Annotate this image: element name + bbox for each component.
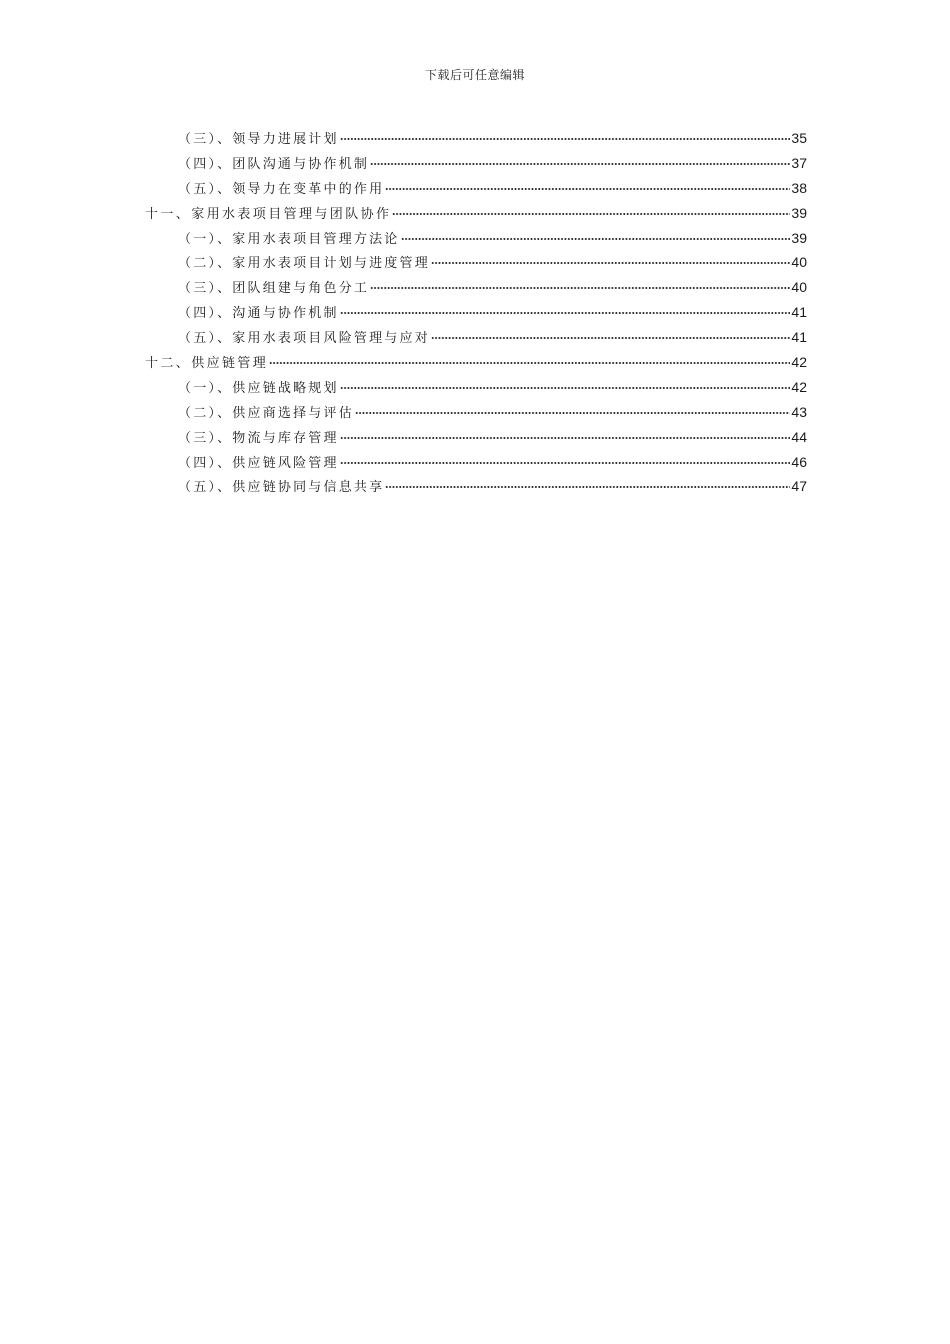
toc-entry-title: （三）、团队组建与角色分工 <box>178 281 370 297</box>
dot-leader <box>340 312 791 314</box>
dot-leader <box>340 387 791 389</box>
toc-entry-title: （二）、供应商选择与评估 <box>178 405 354 421</box>
toc-entry-title: （五）、供应链协同与信息共享 <box>178 480 385 496</box>
dot-leader <box>385 486 790 488</box>
dot-leader <box>431 262 791 264</box>
toc-entry-page: 47 <box>791 478 807 495</box>
toc-entry-title: （一）、供应链战略规划 <box>178 380 339 396</box>
dot-leader <box>340 138 791 140</box>
toc-entry[interactable] <box>145 300 807 325</box>
toc-entry-page: 38 <box>791 179 807 196</box>
toc-entry-page: 39 <box>791 229 807 246</box>
toc-entry-page: 40 <box>791 254 807 271</box>
toc-entry-title: （五）、领导力在变革中的作用 <box>178 181 385 197</box>
dot-leader <box>269 362 790 364</box>
table-of-contents <box>145 126 807 499</box>
toc-entry[interactable] <box>145 151 807 176</box>
toc-entry-page: 42 <box>791 378 807 395</box>
dot-leader <box>370 287 790 289</box>
toc-chapter-entry[interactable] <box>145 201 807 226</box>
dot-leader <box>385 188 790 190</box>
toc-entry-page: 39 <box>791 204 807 221</box>
toc-entry-page: 42 <box>791 354 807 371</box>
page-header: 下载后可任意编辑 <box>424 68 525 82</box>
dot-leader <box>392 213 790 215</box>
toc-entry-title: （五）、家用水表项目风险管理与应对 <box>178 331 430 347</box>
toc-entry-title: （四）、沟通与协作机制 <box>178 306 339 322</box>
toc-entry[interactable] <box>145 126 807 151</box>
dot-leader <box>355 412 791 414</box>
toc-entry-title: （四）、供应链风险管理 <box>178 455 339 471</box>
toc-entry[interactable] <box>145 250 807 275</box>
toc-entry-title: 十一、家用水表项目管理与团队协作 <box>145 206 392 222</box>
toc-entry-page: 46 <box>791 453 807 470</box>
toc-entry-title: （一）、家用水表项目管理方法论 <box>178 231 400 247</box>
toc-entry-title: （二）、家用水表项目计划与进度管理 <box>178 256 430 272</box>
toc-entry-title: 十二、供应链管理 <box>145 356 269 372</box>
toc-entry-page: 35 <box>791 130 807 146</box>
toc-entry[interactable] <box>145 176 807 201</box>
toc-entry-page: 43 <box>791 403 807 420</box>
toc-entry-page: 44 <box>791 428 807 445</box>
toc-entry[interactable] <box>145 474 807 499</box>
toc-entry-page: 41 <box>791 304 807 321</box>
toc-entry[interactable] <box>145 450 807 475</box>
toc-entry[interactable] <box>145 226 807 251</box>
toc-entry[interactable] <box>145 275 807 300</box>
toc-entry-title: （三）、物流与库存管理 <box>178 430 339 446</box>
dot-leader <box>340 462 791 464</box>
dot-leader <box>370 163 790 165</box>
toc-entry-title: （三）、领导力进展计划 <box>178 132 339 147</box>
toc-entry-page: 37 <box>791 154 807 171</box>
dot-leader <box>431 337 791 339</box>
toc-chapter-entry[interactable] <box>145 350 807 375</box>
dot-leader <box>401 238 791 240</box>
dot-leader <box>340 437 791 439</box>
toc-entry[interactable] <box>145 425 807 450</box>
toc-entry[interactable] <box>145 375 807 400</box>
toc-entry[interactable] <box>145 400 807 425</box>
toc-entry-title: （四）、团队沟通与协作机制 <box>178 156 370 172</box>
toc-entry[interactable] <box>145 325 807 350</box>
toc-entry-page: 40 <box>791 279 807 296</box>
toc-entry-page: 41 <box>791 329 807 346</box>
